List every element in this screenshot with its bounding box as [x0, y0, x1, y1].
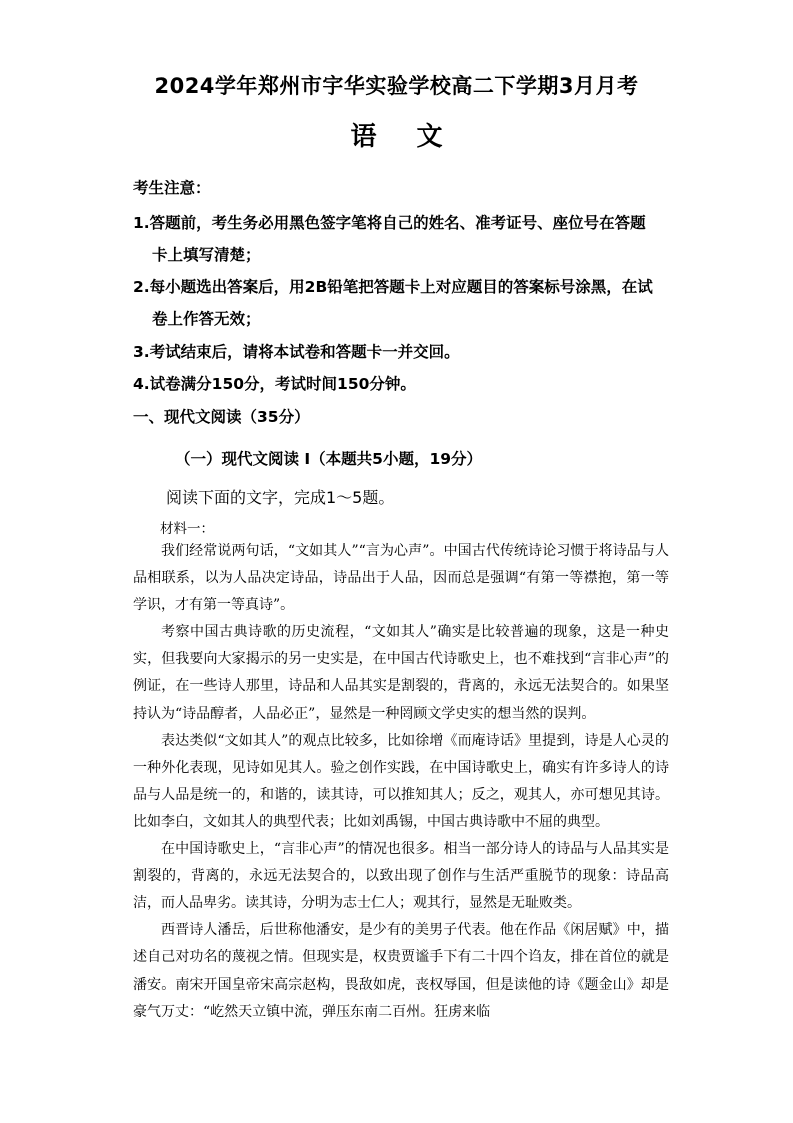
notice-item-2: 2.每小题选出答案后，用2B铅笔把答题卡上对应题目的答案标号涂黑，在试 [133, 278, 653, 296]
paragraph: 表达类似“文如其人”的观点比较多，比如徐增《而庵诗话》里提到，诗是人心灵的一种外化表现，见诗如见其人。验之创作实践，在中国诗歌史上，确实有许多诗人的诗品与人品是统一的，和谐的，读其诗，可以推知其人；反之，观其人，亦可想见其诗。比如李白，文如其人的典型代表；比如刘禹锡，中国古典诗歌中不屈的典型。 [133, 732, 669, 830]
paragraph: 考察中国古典诗歌的历史流程，“文如其人”确实是比较普遍的现象，这是一种史实，但我要向大家揭示的另一史实是，在中国古代诗歌史上，也不难找到“言非心声”的例证，在一些诗人那里，诗品和人品其实是割裂的，背离的，永远无法契合的。如果坚持认为“诗品醇者，人品必正”，显然是一种罔顾文学史实的想当然的误判。 [133, 624, 669, 722]
section-heading: 一、现代文阅读（35分） [133, 408, 310, 426]
paragraph: 在中国诗歌史上，“言非心声”的情况也很多。相当一部分诗人的诗品与人品其实是割裂的，背离的，永远无法契合的，以致出现了创作与生活严重脱节的现象：诗品高洁，而人品卑劣。读其诗，分明为志士仁人；观其行，显然是无耻败类。 [133, 841, 669, 912]
exam-title: 2024学年郑州市宇华实验学校高二下学期3月月考 [154, 74, 639, 98]
notice-heading: 考生注意： [133, 179, 211, 197]
subject-title: 语文 [350, 122, 483, 152]
reading-instruction: 阅读下面的文字，完成1～5题。 [166, 488, 395, 507]
material-label: 材料一： [160, 521, 214, 537]
notice-item-1: 1.答题前，考生务必用黑色签字笔将自己的姓名、准考证号、座位号在答题 [133, 214, 646, 232]
notice-item-4: 4.试卷满分150分，考试时间150分钟。 [133, 375, 416, 393]
passage-body [133, 538, 669, 1026]
notice-item-3: 3.考试结束后，请将本试卷和答题卡一并交回。 [133, 343, 460, 361]
notice-item-1-cont: 卡上填写清楚； [152, 246, 261, 264]
paragraph: 我们经常说两句话，“文如其人”“言为心声”。中国古代传统诗论习惯于将诗品与人品相联系，以为人品决定诗品，诗品出于人品，因而总是强调“有第一等襟抱，第一等学识，才有第一等真诗”。 [133, 543, 669, 614]
subsection-heading: （一）现代文阅读 I（本题共5小题，19分） [175, 450, 483, 468]
notice-item-2-cont: 卷上作答无效； [152, 310, 261, 328]
paragraph: 西晋诗人潘岳，后世称他潘安，是少有的美男子代表。他在作品《闲居赋》中，描述自己对功名的蔑视之情。但现实是，权贵贾谧手下有二十四个诌友，排在首位的就是潘安。南宋开国皇帝宋高宗赵构，畏敌如虎，丧权辱国，但是读他的诗《题金山》却是豪气万丈：“屹然天立镇中流，弹压东南二百州。狂虏来临 [133, 922, 669, 1020]
